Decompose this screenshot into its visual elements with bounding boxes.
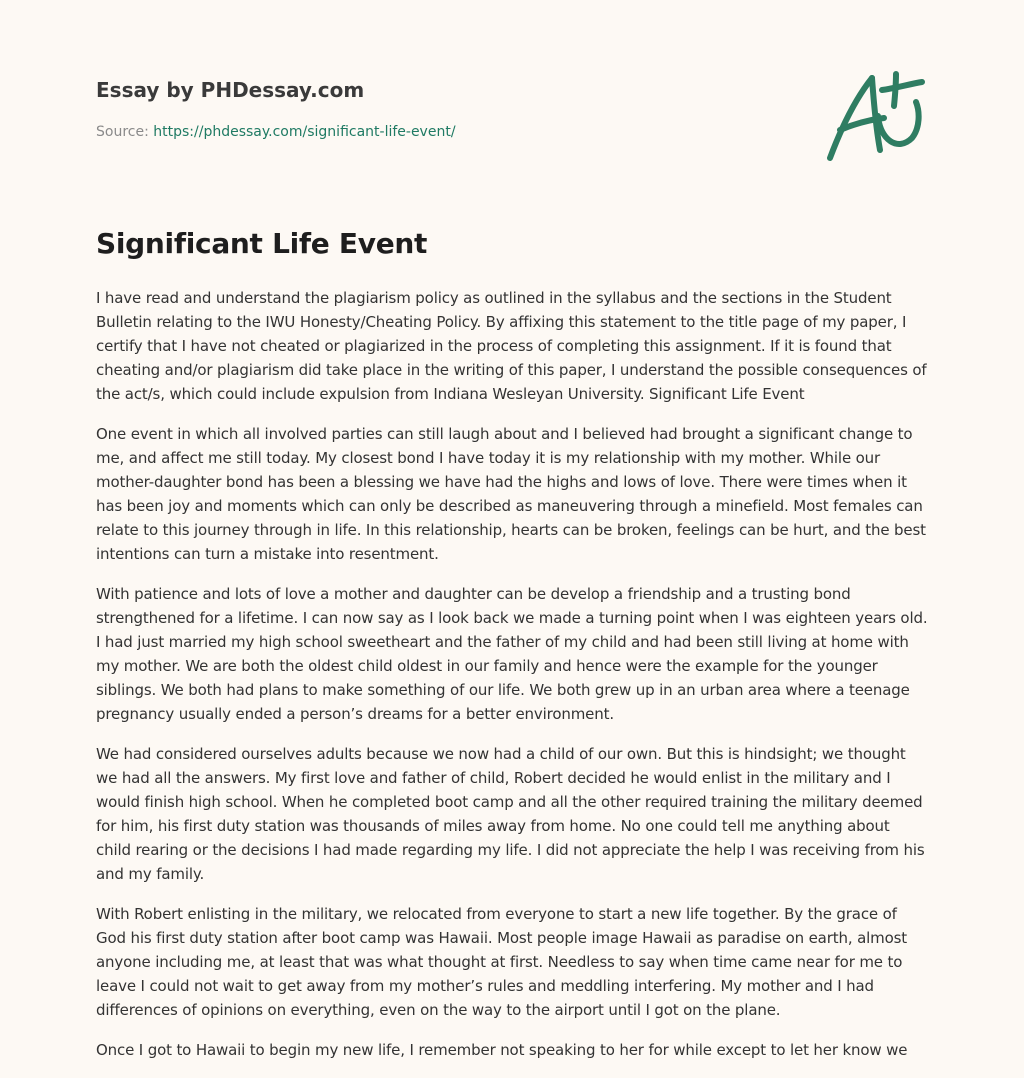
essay-paragraph: We had considered ourselves adults because we now had a child of our own. But this is hindsight; we thought we had all the answers. My first love and father of child, Robert decided he would enlist in the military and I would finish high school. When he completed boot camp and all the other required training the military deemed for him, his first duty station was thousands of miles away from home. No one could tell me anything about child rearing or the decisions I had made regarding my life. I did not appreciate the help I was receiving from his and my family. <box>96 745 925 883</box>
essay-paragraph: With patience and lots of love a mother and daughter can be develop a friendship and a trusting bond strengthened for a lifetime. I can now say as I look back we made a turning point when I was eighteen years old. I had just married my high school sweetheart and the father of my child and had been still living at home with my mother. We are both the oldest child oldest in our family and hence were the example for the younger siblings. We both had plans to make something of our life. We both grew up in an urban area where a teenage pregnancy usually ended a person’s dreams for a better environment. <box>96 585 928 723</box>
essay-paragraph: One event in which all involved parties can still laugh about and I believed had brought a significant change to me, and affect me still today. My closest bond I have today it is my relationship with my mother. While our mother-daughter bond has been a blessing we have had the highs and lows of love. There were times when it has been joy and moments which can only be described as maneuvering through a minefield. Most females can relate to this journey through in life. In this relationship, hearts can be broken, feelings can be hurt, and the best intentions can turn a mistake into resentment. <box>96 425 926 563</box>
source-line <box>96 122 796 142</box>
essay-title: Significant Life Event <box>96 227 428 260</box>
essay-paragraph: Once I got to Hawaii to begin my new life, I remember not speaking to her for while except to let her know we <box>96 1041 908 1059</box>
site-brand: Essay by PHDessay.com <box>96 78 365 102</box>
essay-body <box>96 286 928 1078</box>
a-plus-logo-icon <box>820 66 928 166</box>
essay-paragraph: I have read and understand the plagiarism policy as outlined in the syllabus and the sections in the Student Bulletin relating to the IWU Honesty/Cheating Policy. By affixing this statement to the title page of my paper, I certify that I have not cheated or plagiarized in the process of completing this assignment. If it is found that cheating and/or plagiarism did take place in the writing of this paper, I understand the possible consequences of the act/s, which could include expulsion from Indiana Wesleyan University. Significant Life Event <box>96 289 927 403</box>
essay-paragraph: With Robert enlisting in the military, we relocated from everyone to start a new life together. By the grace of God his first duty station after boot camp was Hawaii. Most people image Hawaii as paradise on earth, almost anyone including me, at least that was what thought at first. Needless to say when time came near for me to leave I could not wait to get away from my mother’s rules and meddling interfering. My mother and I had differences of opinions on everything, even on the way to the airport until I got on the plane. <box>96 905 908 1019</box>
source-link[interactable]: https://phdessay.com/significant-life-event/ <box>153 124 456 140</box>
page-header <box>96 76 796 142</box>
source-label: Source: <box>96 124 154 140</box>
